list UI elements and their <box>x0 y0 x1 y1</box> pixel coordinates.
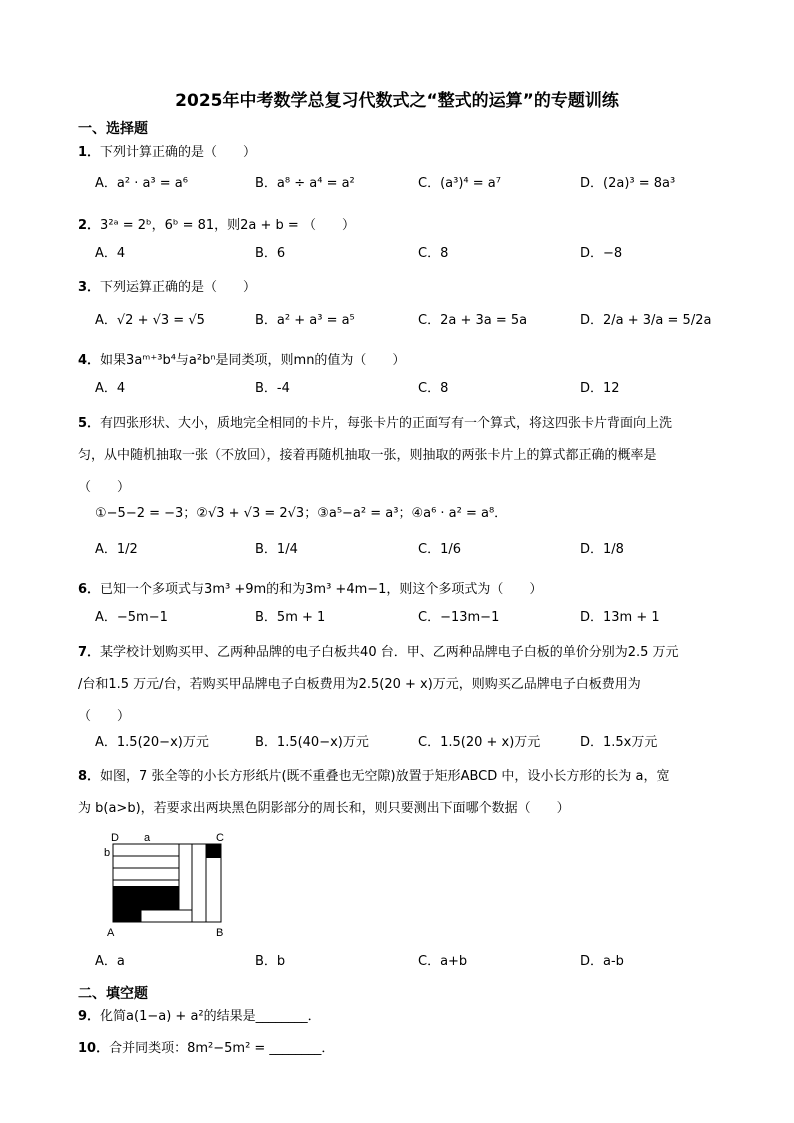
option-d: D．(2a)³ = 8a³ <box>580 176 676 191</box>
question-1-options <box>95 172 775 204</box>
question-4: 4．如果3aᵐ⁺³b⁴与a²bⁿ是同类项，则mn的值为（ ） <box>78 353 406 368</box>
option-d: D．−8 <box>580 246 623 261</box>
question-10: 10．合并同类项：8m²−5m² = ________． <box>78 1041 335 1056</box>
option-b: B．-4 <box>255 381 290 396</box>
question-7: 7．某学校计划购买甲、乙两种品牌的电子白板共40 台．甲、乙两种品牌电子白板的单价分别为2.5 万元 /台和1.5 万元/台，若购买甲品牌电子白板费用为2.5(20 + x)万元，则购买乙品牌电子白板费用为 （ ） <box>78 645 679 724</box>
option-b: B．a⁸ ÷ a⁴ = a² <box>255 176 355 191</box>
option-c: C．8 <box>418 381 449 396</box>
option-a: A．√2 + √3 = √5 <box>95 313 205 328</box>
option-c: C．a+b <box>418 954 468 969</box>
question-3: 3．下列运算正确的是（ ） <box>78 280 257 295</box>
option-a: A．4 <box>95 381 126 396</box>
option-d: D．1/8 <box>580 542 624 557</box>
option-a: A．1/2 <box>95 542 138 557</box>
question-2: 2．3²ᵃ = 2ᵇ，6ᵇ = 81，则2a + b = （ ） <box>78 218 355 233</box>
option-c: C．8 <box>418 246 449 261</box>
option-a: A．1.5(20−x)万元 <box>95 735 209 750</box>
option-b: B．b <box>255 954 286 969</box>
option-a: A．4 <box>95 246 126 261</box>
question-4-options <box>95 377 775 409</box>
label-b-vertex: B <box>216 927 224 939</box>
question-8-options <box>95 950 775 982</box>
option-d: D．2/a + 3/a = 5/2a <box>580 313 712 328</box>
question-7-options <box>95 731 775 763</box>
label-d: D <box>111 832 119 844</box>
section-heading-choice: 一、选择题 <box>78 121 148 137</box>
option-d: D．1.5x万元 <box>580 735 658 750</box>
question-8: 8．如图，7 张全等的小长方形纸片(既不重叠也无空隙)放置于矩形ABCD 中，设小长方形的长为 a，宽 为 b(a>b)，若要求出两块黑色阴影部分的周长和，则只要测出下面哪个数据（ ） <box>78 769 670 816</box>
option-a: A．a <box>95 954 125 969</box>
question-2-options <box>95 242 775 274</box>
option-d: D．12 <box>580 381 620 396</box>
question-1: 1．下列计算正确的是（ ） <box>78 145 257 160</box>
option-a: A．−5m−1 <box>95 610 168 625</box>
option-b: B．1/4 <box>255 542 298 557</box>
option-c: C．2a + 3a = 5a <box>418 313 528 328</box>
label-a: a <box>144 832 151 844</box>
option-d: D．a-b <box>580 954 624 969</box>
label-c: C <box>216 832 224 844</box>
question-5-options <box>95 538 775 570</box>
question-5: 5．有四张形状、大小，质地完全相同的卡片，每张卡片的正面写有一个算式，将这四张卡片背面向上洗 匀，从中随机抽取一张（不放回），接着再随机抽取一张，则抽取的两张卡片上的算式都正确的概率是 （ ） <box>78 416 673 495</box>
option-c: C．(a³)⁴ = a⁷ <box>418 176 501 191</box>
option-b: B．5m + 1 <box>255 610 326 625</box>
question-9: 9．化简a(1−a) + a²的结果是________． <box>78 1009 321 1024</box>
rectangle-abcd-figure <box>104 830 234 940</box>
question-5-cards: ①−5−2 = −3；②√3 + √3 = 2√3；③a⁵−a² = a³；④a⁶ · a² = a⁸． <box>95 506 508 521</box>
option-b: B．a² + a³ = a⁵ <box>255 313 355 328</box>
shaded-region-left <box>113 886 179 922</box>
option-b: B．6 <box>255 246 286 261</box>
option-a: A．a² · a³ = a⁶ <box>95 176 188 191</box>
option-c: C．1/6 <box>418 542 461 557</box>
shaded-region-top-right <box>206 844 221 858</box>
label-a-vertex: A <box>107 927 115 939</box>
option-d: D．13m + 1 <box>580 610 660 625</box>
page-title: 2025年中考数学总复习代数式之“整式的运算”的专题训练 <box>175 91 619 111</box>
option-b: B．1.5(40−x)万元 <box>255 735 369 750</box>
label-b-width: b <box>104 847 111 859</box>
question-3-options <box>95 309 775 341</box>
question-6-options <box>95 606 775 638</box>
section-heading-fill: 二、填空题 <box>78 986 148 1002</box>
option-c: C．−13m−1 <box>418 610 500 625</box>
option-c: C．1.5(20 + x)万元 <box>418 735 541 750</box>
question-6: 6．已知一个多项式与3m³ +9m的和为3m³ +4m−1，则这个多项式为（ ） <box>78 582 543 597</box>
